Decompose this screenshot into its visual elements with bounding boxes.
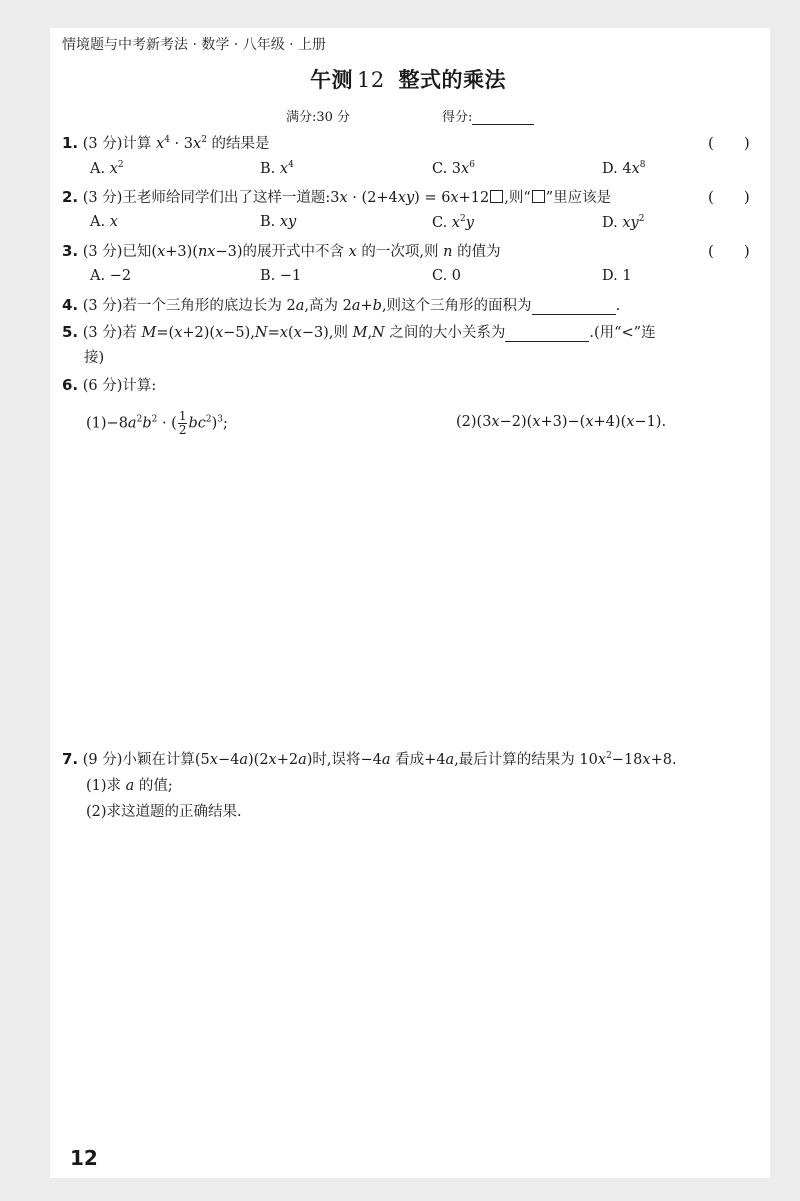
q1-option-a[interactable]: A. $x^2$ [90,160,124,177]
question-6: 6. (6 分)计算: [62,376,157,394]
q2-option-a[interactable]: A. x [90,214,118,230]
page-number: 12 [70,1146,98,1170]
answer-paren-1[interactable]: ( ) [708,134,750,152]
q2-option-b[interactable]: B. xy [260,214,297,230]
q3-option-d[interactable]: D. 1 [602,268,632,284]
answer-paren-3[interactable]: ( ) [708,242,750,260]
question-1: 1. (3 分)计算 $x^4 \cdot 3x^2$ 的结果是 [62,134,270,152]
question-5: 5. (3 分)若 M=(x+2)(x−5),N=x(x−3),则 M,N 之间的大小关系为 .(用“<”连 [62,323,656,341]
question-7-part-2: (2)求这道题的正确结果. [86,804,242,820]
question-7: 7. (9 分)小颖在计算(5x−4a)(2x+2a)时,误将−4a 看成+4a,最后计算的结果为 $10x^2-18x+8$. [62,750,677,768]
question-7-part-1: (1)求 a 的值; [86,778,173,794]
q3-option-b[interactable]: B. −1 [260,268,302,284]
placeholder-box [490,190,503,203]
answer-paren-2[interactable]: ( ) [708,188,750,206]
q3-option-c[interactable]: C. 0 [432,268,462,284]
full-marks: 满分:30 分 [286,110,351,125]
question-6-part-1: $(1)-8a^2b^2$ · ( $\frac{1}{2}$ $bc^2)^3$; [86,409,228,437]
q2-option-d[interactable]: D. $xy^2$ [602,214,645,231]
answer-blank-5[interactable] [505,327,589,342]
page-title: 午测 12 整式的乘法 [310,68,507,92]
q1-option-c[interactable]: C. $3x^6$ [432,160,475,177]
score-field: 得分: [442,106,534,125]
q2-option-c[interactable]: C. $x^2y$ [432,214,474,231]
worksheet [50,28,770,1178]
q1-option-d[interactable]: D. $4x^8$ [602,160,646,177]
question-3: 3. (3 分)已知(x+3)(nx−3)的展开式中不含 x 的一次项,则 n 的值为 [62,242,501,260]
question-5-continued: 接) [84,350,105,366]
placeholder-box [532,190,545,203]
q3-option-a[interactable]: A. −2 [90,268,132,284]
answer-blank-4[interactable] [532,300,616,315]
question-4: 4. (3 分)若一个三角形的底边长为 2a,高为 2a+b,则这个三角形的面积为 . [62,296,621,314]
q1-option-b[interactable]: B. $x^4$ [260,160,294,177]
question-6-part-2: (2)(3x−2)(x+3)−(x+4)(x−1). [456,414,667,430]
question-2: 2. (3 分)王老师给同学们出了这样一道题:3x · (2+4xy) = 6x+12 ,则“ ”里应该是 [62,188,612,206]
book-header: 情境题与中考新考法 · 数学 · 八年级 · 上册 [62,37,327,53]
